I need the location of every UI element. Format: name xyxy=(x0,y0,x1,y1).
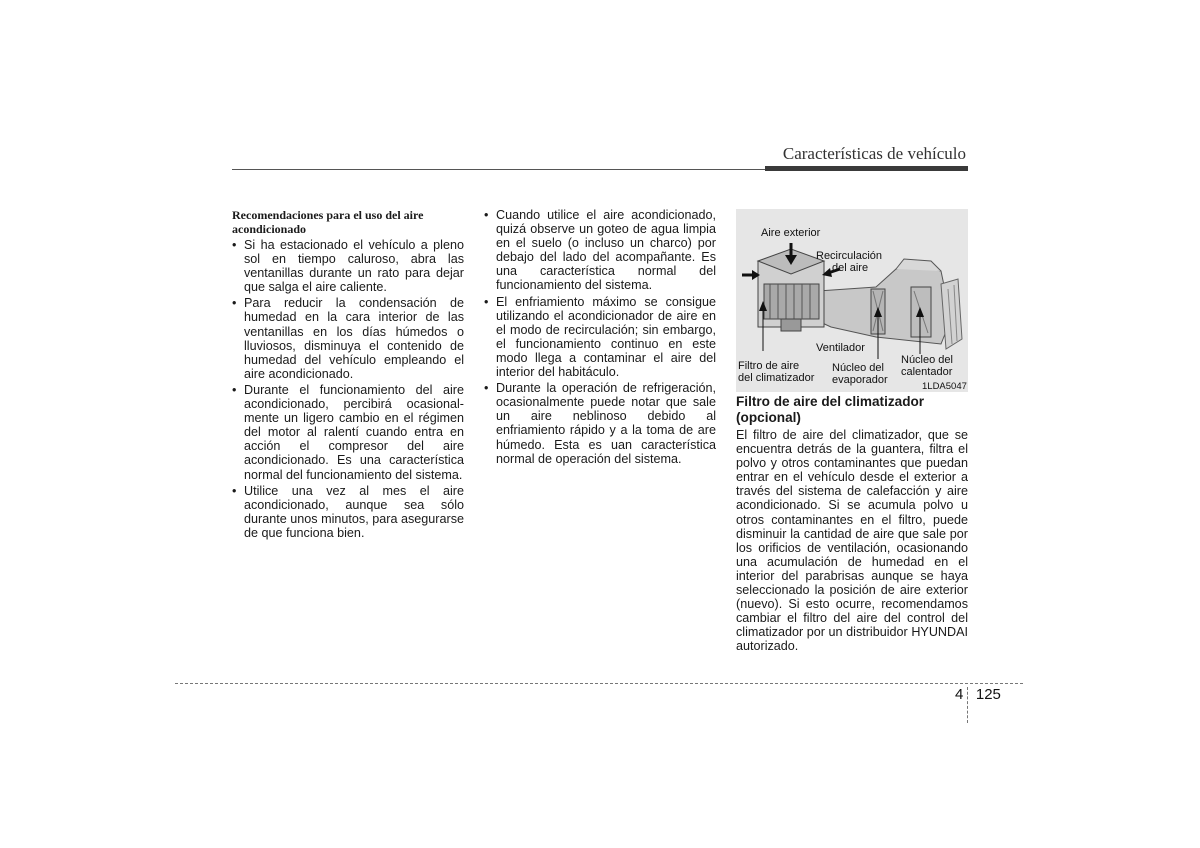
header-rule-accent xyxy=(765,166,968,171)
footer-rule xyxy=(175,683,1023,684)
list-item: • Durante la operación de refrigeración, ocasionalmente puede notar que sale un aire neblinoso debido al enfriamiento rápido y a la toma de are húmedo. Esta es uan característica normal de operación del sistema. xyxy=(484,381,716,466)
subheading: Recomendaciones para el uso del aire acondicionado xyxy=(232,208,424,236)
label-outside-air: Aire exterior xyxy=(761,227,821,239)
bullet-list xyxy=(484,208,716,466)
label-recirculation: Recirculación xyxy=(816,250,883,262)
list-item: • Durante el funcionamiento del aire acondicionado, percibirá ocasional- mente un ligero cambio en el régimen del motor al ralentí cuando entra en acción el compresor del aire acondicionado. Es una característica normal del funcionamiento del sistema. xyxy=(232,383,464,482)
bullet-list xyxy=(232,238,464,540)
page-number-separator xyxy=(967,687,968,723)
label-filter: Filtro de aire xyxy=(738,360,800,372)
label-evaporator-2: evaporador xyxy=(832,374,888,386)
list-item: • Utilice una vez al mes el aire acondicionado, aunque sea sólo durante unos minutos, para asegurarse de que funciona bien. xyxy=(232,484,464,540)
label-evaporator: Núcleo del xyxy=(832,362,884,374)
section-body: El filtro de aire del climatizador, que se encuentra detrás de la guantera, filtra el polvo y otros contaminantes que puedan entrar en el vehículo desde el exterior a través del sistema de calefacción y aire acondicionado. Si se acumula polvo u otros contaminantes en el filtro, puede disminuir la cantidad de aire que sale por los orificios de ventilación, ocasionando una acumulación de humedad en el interior del parabrisas aunque se haya seleccionado la posición de aire exterior (nuevo). Si esto ocurre, recomendamos cambiar el filtro del aire del control del climatizador por un distribuidor HYUNDAI autorizado. xyxy=(736,428,968,654)
column-middle xyxy=(484,208,716,468)
chapter-number: 4 xyxy=(955,686,964,703)
page-number xyxy=(955,686,1001,703)
section-title: Filtro de aire del climatizador (opcional) xyxy=(736,394,925,425)
label-recirculation-2: del aire xyxy=(832,262,869,274)
label-heater-core-2: calentador xyxy=(901,366,953,378)
column-right xyxy=(736,394,968,654)
page-number-value: 125 xyxy=(975,686,1001,703)
list-item: • Cuando utilice el aire acondicionado, quizá observe un goteo de agua limpia en el suelo (o incluso un charco) por debajo del lado del acompañante. Es una característica normal del funcionamiento del sistema. xyxy=(484,208,716,293)
figure-code: 1LDA5047 xyxy=(922,381,967,392)
running-header-title: Características de vehículo xyxy=(782,144,966,163)
list-item: • Si ha estacionado el vehículo a pleno sol en tiempo caluroso, abra las ventanillas durante un rato para dejar que salga el aire caliente. xyxy=(232,238,464,294)
label-heater-core: Núcleo del xyxy=(901,354,953,366)
list-item: • El enfriamiento máximo se consigue utilizando el acondicionador de aire en el modo de recirculación; sin embargo, el funcionamiento continuo en este modo llega a contaminar el aire del interior del habitáculo. xyxy=(484,295,716,380)
column-left xyxy=(232,208,464,542)
list-item: • Para reducir la condensación de humedad en la cara interior de las ventanillas en los días húmedos o lluviosos, disminuya el contenido de humedad del vehículo empleando el aire acondicionado. xyxy=(232,296,464,381)
label-blower: Ventilador xyxy=(816,342,865,354)
hvac-diagram xyxy=(736,209,968,392)
label-filter-2: del climatizador xyxy=(738,372,815,384)
